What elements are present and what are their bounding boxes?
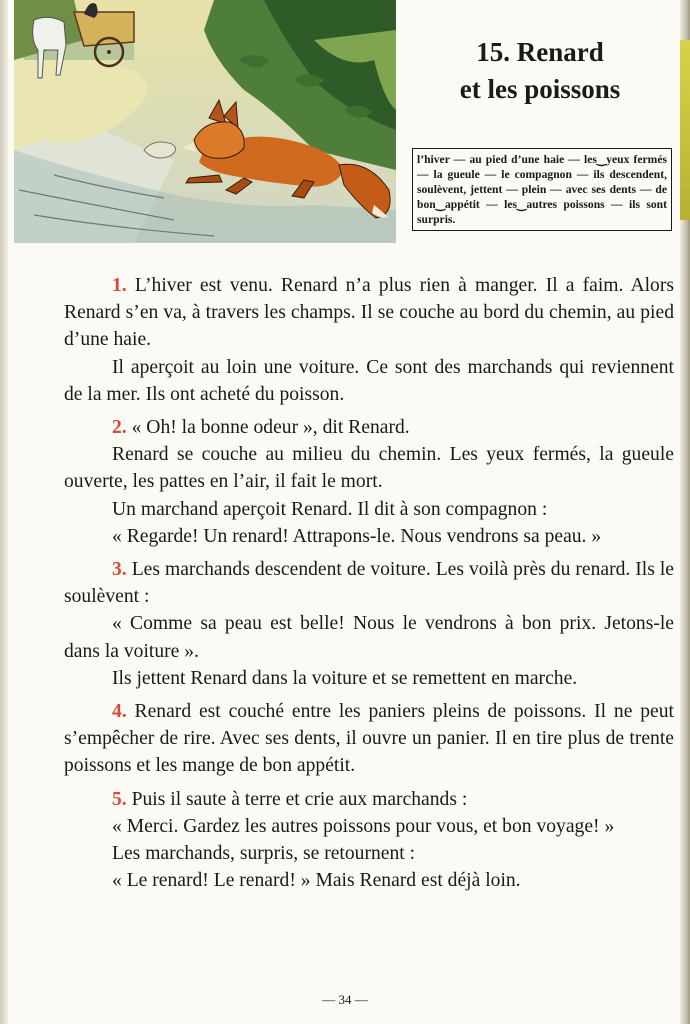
paragraph-text: « Merci. Gardez les autres poissons pour vous, et bon voyage! » (112, 815, 615, 837)
story-text (64, 266, 674, 894)
story-paragraph (64, 414, 674, 441)
story-paragraph (64, 867, 674, 894)
paragraph-text: Il aperçoit au loin une voiture. Ce sont des marchands qui reviennent de la mer. Ils ont acheté du poisson. (64, 356, 674, 405)
paragraph-text: « Le renard! Le renard! » Mais Renard est déjà loin. (112, 870, 521, 892)
paragraph-text: Renard se couche au milieu du chemin. Les yeux fermés, la gueule ouverte, les pattes en l’air, il fait le mort. (64, 444, 674, 493)
page-gutter (0, 0, 8, 1024)
paragraph-text: « Oh! la bonne odeur », dit Renard. (131, 417, 410, 439)
chapter-title-line2: et les poissons (459, 74, 621, 104)
paragraph-text: « Regarde! Un renard! Attrapons-le. Nous vendrons sa peau. » (112, 525, 602, 547)
section-number: 1. (112, 275, 127, 296)
paragraph-text: Les marchands, surpris, se retournent : (112, 843, 416, 865)
section-number: 5. (112, 788, 127, 810)
paragraph-text: Un marchand aperçoit Renard. Il dit à son compagnon : (112, 498, 548, 520)
story-paragraph (64, 496, 674, 523)
paragraph-text: L’hiver est venu. Renard n’a plus rien à manger. Il a faim. Alors Renard s’en va, à travers les champs. Il se couche au bord du chemin, au pied d’une haie. (64, 275, 675, 351)
page-number: — 34 — (322, 992, 368, 1007)
story-paragraph (64, 698, 674, 780)
story-paragraph (64, 610, 674, 664)
paragraph-text: Les marchands descendent de voiture. Les voilà près du renard. Ils le soulèvent : (64, 559, 674, 608)
paragraph-text: Renard est couché entre les paniers pleins de poissons. Il ne peut s’empêcher de rire. Avec ses dents, il ouvre un panier. Il en tire plus de trente poissons et les mange de bon appétit. (64, 701, 674, 777)
paragraph-text: Ils jettent Renard dans la voiture et se remettent en marche. (112, 667, 578, 689)
paragraph-text: « Comme sa peau est belle! Nous le vendrons à bon prix. Jetons-le dans la voiture ». (64, 613, 674, 662)
chapter-number: 15. (476, 37, 510, 67)
story-paragraph (64, 840, 674, 867)
story-paragraph (64, 665, 674, 692)
section-number: 3. (112, 559, 127, 581)
section-number: 2. (112, 417, 127, 439)
chapter-title (420, 34, 660, 108)
story-paragraph (64, 354, 674, 408)
story-paragraph (64, 441, 674, 495)
story-paragraph (64, 556, 674, 610)
story-paragraph (64, 813, 674, 840)
paragraph-text: Puis il saute à terre et crie aux marchands : (131, 788, 468, 810)
vocabulary-box: l’hiver — au pied d’une haie — les‿yeux fermés — la gueule — le compagnon — ils descendent, soulèvent, jettent — plein — avec ses dents — de bon‿appétit — les‿autres poissons — ils sont surpris. (412, 148, 672, 231)
story-paragraph (64, 272, 674, 354)
chapter-title-line1: Renard (516, 37, 604, 67)
story-paragraph (64, 786, 674, 813)
story-illustration (14, 0, 396, 243)
page-tab-marker (680, 40, 690, 220)
section-number: 4. (112, 701, 127, 723)
story-paragraph (64, 523, 674, 550)
